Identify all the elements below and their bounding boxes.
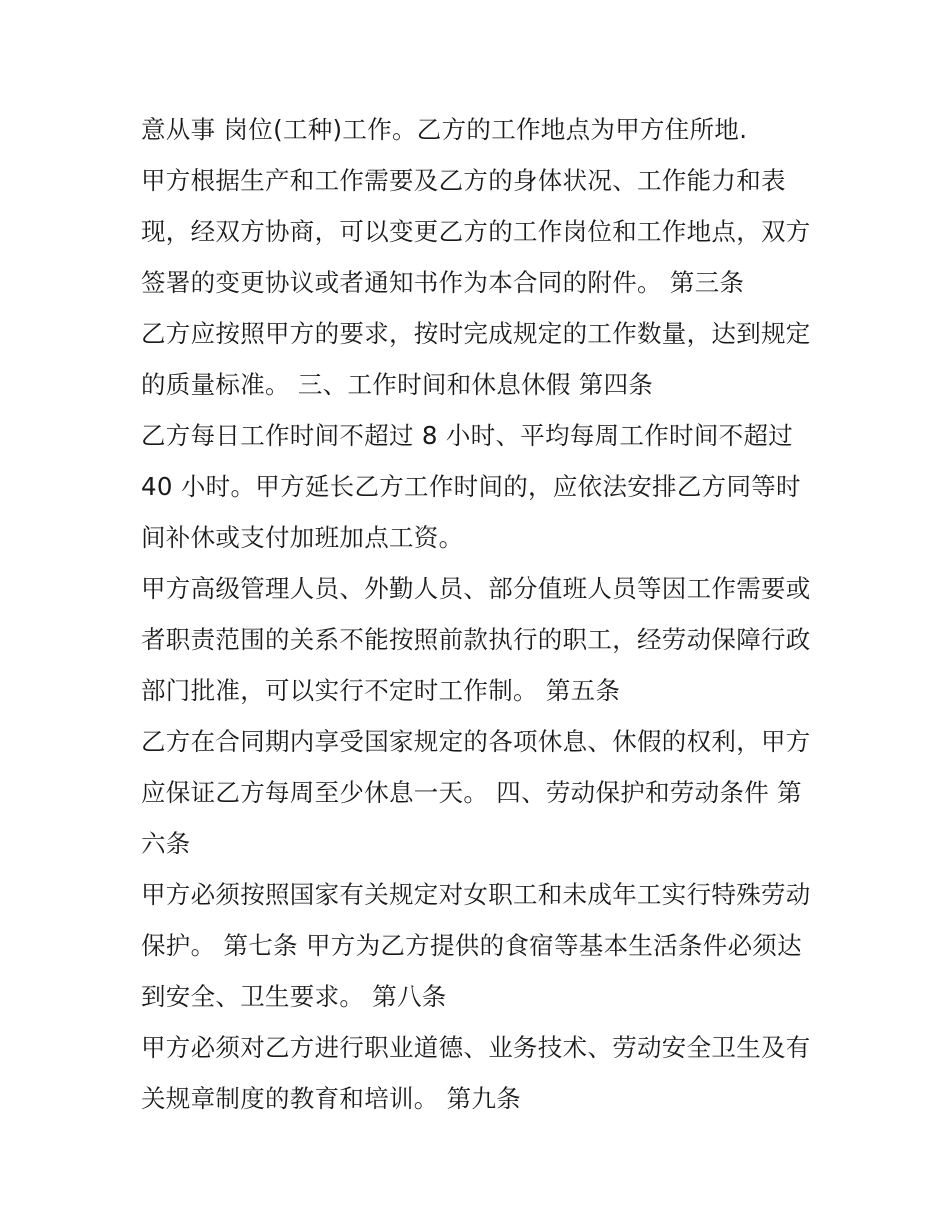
text-line: 甲方根据生产和工作需要及乙方的身体状况、工作能力和表 <box>141 166 786 195</box>
text-line: 间补休或支付加班加点工资。 <box>141 523 464 552</box>
text-line: 到安全、卫生要求。 第八条 <box>141 982 447 1011</box>
text-line: 签署的变更协议或者通知书作为本合同的附件。 第三条 <box>141 268 745 297</box>
text-line: 甲方必须按照国家有关规定对女职工和未成年工实行特殊劳动 <box>141 880 811 909</box>
text-line: 乙方每日工作时间不超过 8 小时、平均每周工作时间不超过 <box>141 421 794 450</box>
text-line: 保护。 第七条 甲方为乙方提供的食宿等基本生活条件必须达 <box>141 931 802 960</box>
text-line: 六条 <box>141 829 191 858</box>
text-line: 40 小时。甲方延长乙方工作时间的，应依法安排乙方同等时 <box>141 472 801 501</box>
document-body <box>141 104 831 1124</box>
text-line: 现，经双方协商，可以变更乙方的工作岗位和工作地点，双方 <box>141 217 811 246</box>
text-line: 乙方在合同期内享受国家规定的各项休息、休假的权利，甲方 <box>141 727 811 756</box>
text-line: 部门批准，可以实行不定时工作制。 第五条 <box>141 676 621 705</box>
text-line: 甲方必须对乙方进行职业道德、业务技术、劳动安全卫生及有 <box>141 1033 811 1062</box>
text-line: 应保证乙方每周至少休息一天。 四、劳动保护和劳动条件 第 <box>141 778 802 807</box>
text-line: 关规章制度的教育和培训。 第九条 <box>141 1084 522 1113</box>
text-line: 者职责范围的关系不能按照前款执行的职工，经劳动保障行政 <box>141 625 811 654</box>
text-line: 甲方高级管理人员、外勤人员、部分值班人员等因工作需要或 <box>141 574 811 603</box>
text-line: 的质量标准。 三、工作时间和休息休假 第四条 <box>141 370 654 399</box>
text-line: 乙方应按照甲方的要求，按时完成规定的工作数量，达到规定 <box>141 319 811 348</box>
text-line: 意从事 岗位(工种)工作。乙方的工作地点为甲方住所地. <box>141 115 748 144</box>
